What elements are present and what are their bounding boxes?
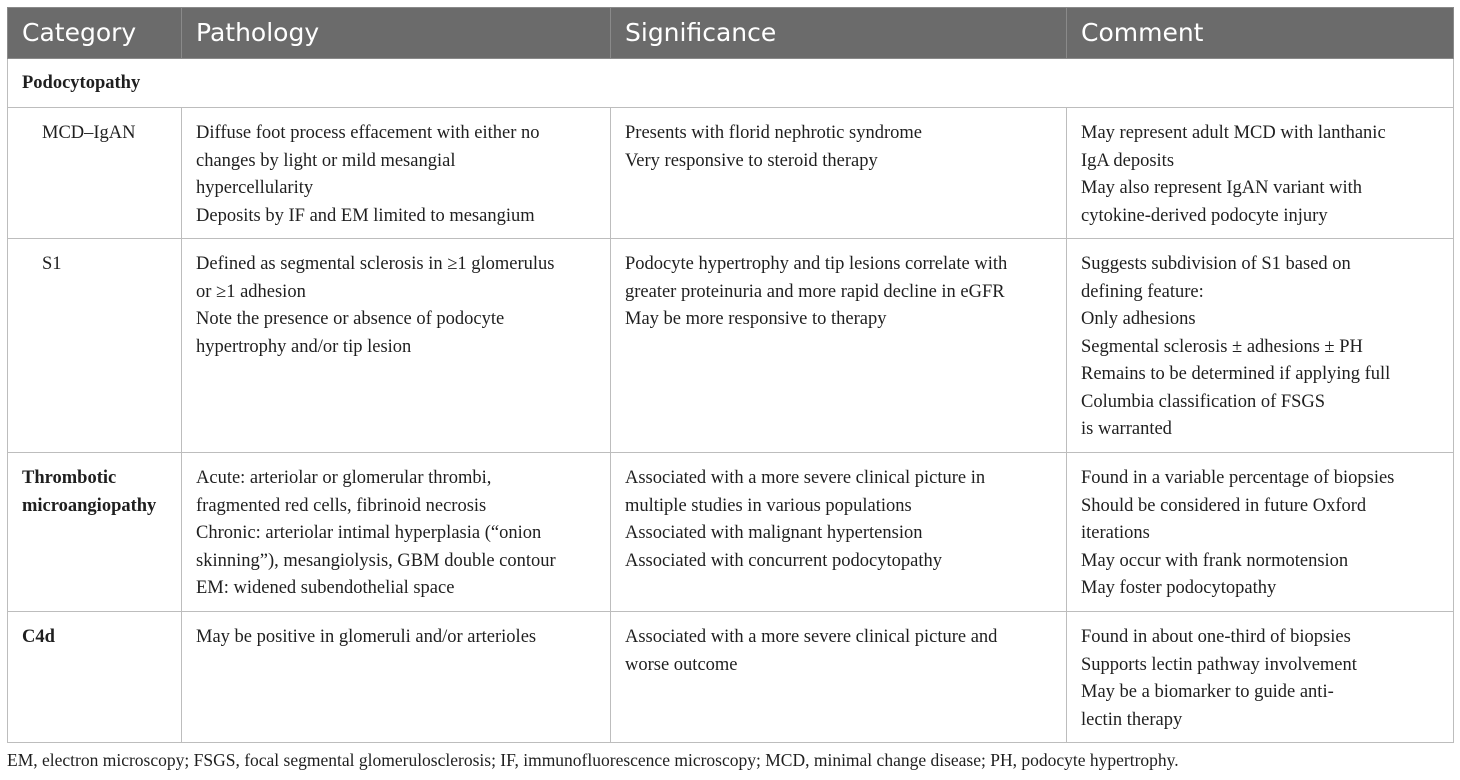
table-row [8,108,1454,239]
text-line: Note the presence or absence of podocyte [196,309,505,329]
text-line: Defined as segmental sclerosis in ≥1 glomerulus [196,254,555,274]
text-line: Diffuse foot process effacement with either no [196,123,540,143]
cell-significance [611,612,1067,743]
text-line: changes by light or mild mesangial [196,150,456,171]
text-line: Only adhesions [1081,309,1196,329]
cell-category: C4d [8,612,182,743]
text-line: EM: widened subendothelial space [196,578,455,598]
text-line: Found in a variable percentage of biopsies [1081,468,1395,488]
header-category: Category [8,8,182,59]
cell-pathology [182,239,611,453]
table-row [8,239,1454,453]
cell-significance [611,239,1067,453]
text-line: cytokine-derived podocyte injury [1081,205,1328,226]
header-significance: Significance [611,8,1067,59]
cell-pathology [182,612,611,743]
text-line: is warranted [1081,419,1172,439]
text-line: multiple studies in various populations [625,495,912,516]
text-line: Associated with concurrent podocytopathy [625,550,942,571]
cell-category: S1 [8,239,182,453]
text-line: Associated with a more severe clinical picture in [625,468,986,488]
table-row [8,612,1454,743]
cell-comment [1067,239,1454,453]
cell-comment [1067,612,1454,743]
cell-comment [1067,453,1454,612]
text-line: May also represent IgAN variant with [1081,178,1363,198]
table-header-row [8,8,1454,59]
text-line: fragmented red cells, fibrinoid necrosis [196,495,487,516]
text-line: Acute: arteriolar or glomerular thrombi, [196,468,492,488]
cell-significance [611,108,1067,239]
text-line: Suggests subdivision of S1 based on [1081,254,1351,274]
text-line: Remains to be determined if applying full [1081,364,1391,384]
header-pathology: Pathology [182,8,611,59]
cell-comment [1067,108,1454,239]
text-line: or ≥1 adhesion [196,281,306,302]
text-line: skinning”), mesangiolysis, GBM double contour [196,550,556,571]
pathology-table [7,7,1454,743]
text-line: Supports lectin pathway involvement [1081,654,1357,675]
text-line: greater proteinuria and more rapid decline in eGFR [625,281,1005,302]
text-line: hypercellularity [196,178,314,198]
text-line: hypertrophy and/or tip lesion [196,336,412,357]
text-line: May be more responsive to therapy [625,309,887,329]
text-line: Found in about one-third of biopsies [1081,627,1351,647]
table-footnote: EM, electron microscopy; FSGS, focal segmental glomerulosclerosis; IF, immunofluorescence microscopy; MCD, minimal change disease; PH, podocyte hypertrophy. [7,750,1179,770]
text-line: Deposits by IF and EM limited to mesangium [196,205,535,226]
cell-category [8,453,182,612]
table-row [8,453,1454,612]
text-line: lectin therapy [1081,709,1183,730]
text-line: May foster podocytopathy [1081,578,1277,598]
text-line: iterations [1081,523,1150,543]
text-line: Associated with malignant hypertension [625,523,923,543]
text-line: Columbia classification of FSGS [1081,391,1326,412]
text-line: Podocyte hypertrophy and tip lesions correlate with [625,254,1008,274]
text-line: Presents with florid nephrotic syndrome [625,123,922,143]
cell-significance [611,453,1067,612]
text-line: May be positive in glomeruli and/or arterioles [196,627,537,647]
text-line: Associated with a more severe clinical picture and [625,627,998,647]
text-line: May be a biomarker to guide anti- [1081,682,1334,702]
text-line: Segmental sclerosis ± adhesions ± PH [1081,336,1363,357]
text-line: Very responsive to steroid therapy [625,150,878,171]
text-line: May occur with frank normotension [1081,550,1349,571]
text-line: Should be considered in future Oxford [1081,495,1367,516]
cell-pathology [182,108,611,239]
text-line: worse outcome [625,654,738,675]
text-line: Chronic: arteriolar intimal hyperplasia (“onion [196,523,542,543]
cell-pathology [182,453,611,612]
section-row-podocytopathy [8,59,1454,108]
section-title: Podocytopathy [8,59,1454,108]
text-line: defining feature: [1081,281,1204,302]
header-comment: Comment [1067,8,1454,59]
text-line: Thrombotic [22,468,117,488]
text-line: May represent adult MCD with lanthanic [1081,123,1386,143]
text-line: IgA deposits [1081,150,1175,171]
cell-category: MCD–IgAN [8,108,182,239]
text-line: microangiopathy [22,495,157,516]
